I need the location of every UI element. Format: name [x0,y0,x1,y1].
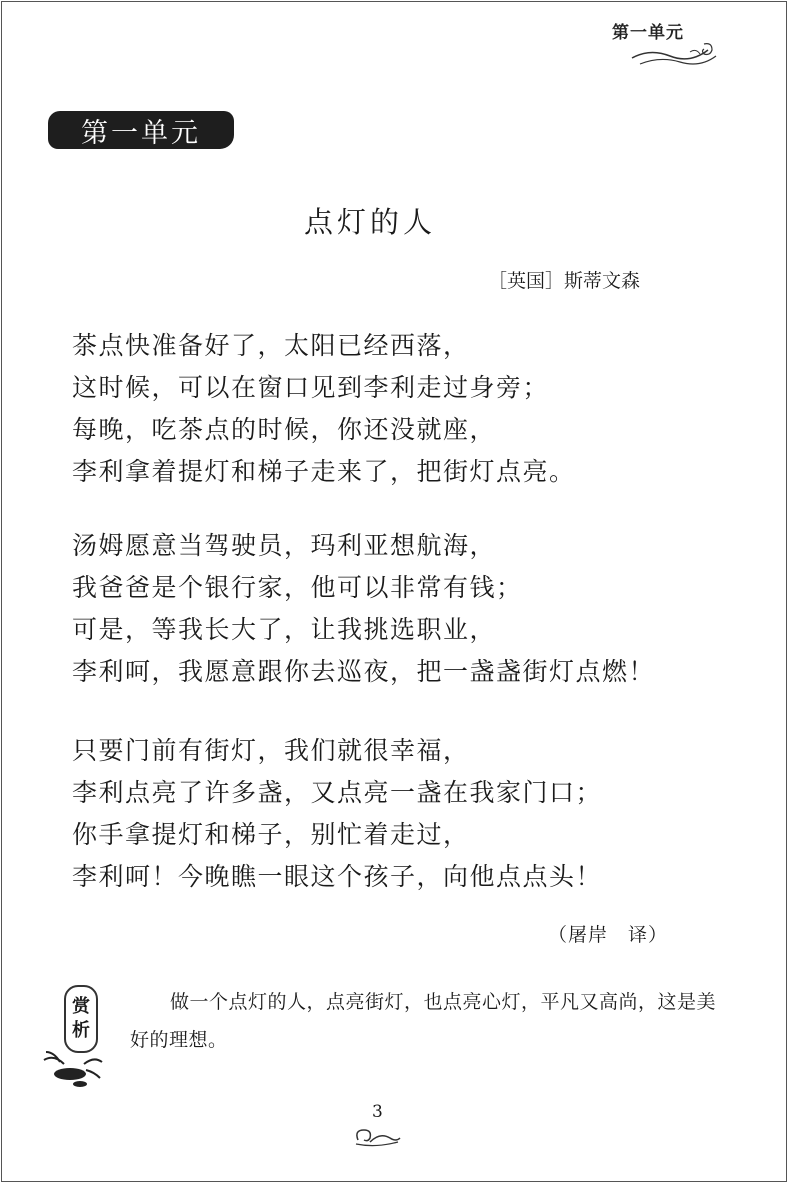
translator-credit: （屠岸 译） [548,924,669,946]
poem-title: 点灯的人 [303,205,436,239]
unit-title-badge: 第一单元 [48,111,234,149]
running-head: 第一单元 [612,23,684,43]
poem-line: 我爸爸是个银行家，他可以非常有钱； [72,573,523,602]
stanza-3 [72,730,602,898]
poem-line: 李利拿着提灯和梯子走来了，把街灯点亮。 [72,457,576,486]
poem-line: 李利呵！今晚瞧一眼这个孩子，向他点点头！ [72,862,603,891]
commentary-text: 做一个点灯的人，点亮街灯，也点亮心灯，平凡又高尚，这是美好的理想。 [130,991,717,1051]
poem-line: 茶点快准备好了，太阳已经西落， [72,331,470,360]
poem-line: 可是，等我长大了，让我挑选职业， [72,615,497,644]
wave-ornament-icon [630,38,720,68]
poem-line: 李利呵，我愿意跟你去巡夜，把一盏盏街灯点燃！ [72,657,656,686]
poem-line: 汤姆愿意当驾驶员，玛利亚想航海， [72,531,497,560]
stanza-2 [72,525,655,693]
poem-line: 这时候，可以在窗口见到李利走过身旁； [72,373,550,402]
poem-line: 每晚，吃茶点的时候，你还没就座， [72,415,497,444]
poem-line: 李利点亮了许多盏，又点亮一盏在我家门口； [72,778,603,807]
poem-author: ［英国］斯蒂文森 [488,270,641,292]
cloud-ornament-icon [352,1124,402,1148]
poem-line: 你手拿提灯和梯子，别忙着走过， [72,820,470,849]
poem-line: 只要门前有街灯，我们就很幸福， [72,736,470,765]
commentary-badge-bottom: 析 [72,1020,90,1041]
stanza-1 [72,325,576,493]
commentary-badge-top: 赏 [72,996,90,1017]
leaf-ornament-icon [40,1040,106,1090]
page-number: 3 [372,1102,383,1122]
